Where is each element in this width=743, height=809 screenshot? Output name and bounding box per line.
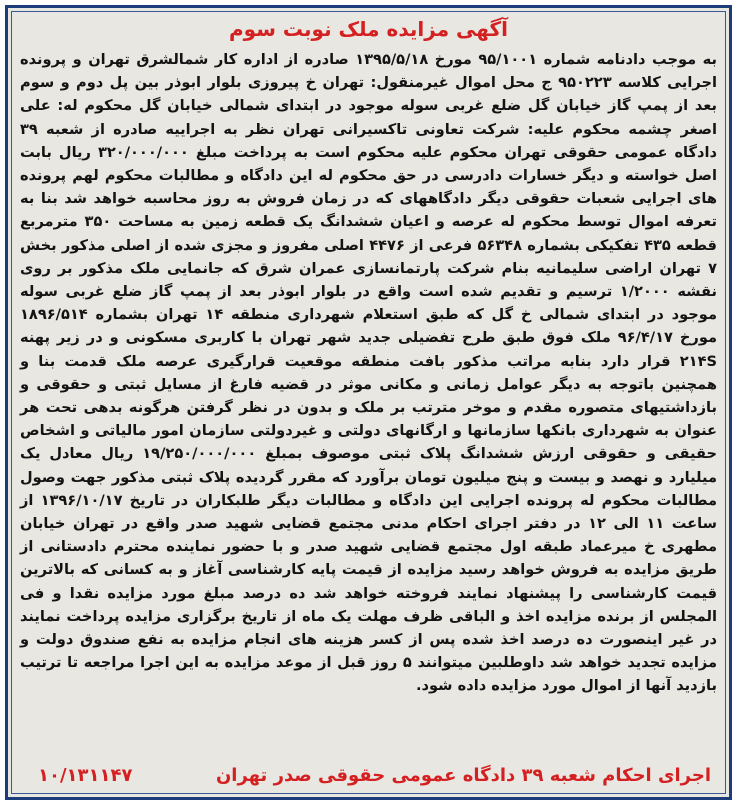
legal-notice-card bbox=[5, 5, 732, 800]
notice-title: آگهی مزایده ملک نوبت سوم bbox=[229, 17, 508, 41]
reference-number: ۱۰/۱۳۱۱۴۷ bbox=[38, 765, 133, 786]
issuer-signature: اجرای احکام شعبه ۳۹ دادگاه عمومی حقوقی صدر تهران bbox=[215, 765, 711, 786]
notice-footer bbox=[20, 763, 711, 789]
notice-body: به موجب دادنامه شماره ۹۵/۱۰۰۱ مورخ ۱۳۹۵/۵/۱۸ صادره از اداره کار شمالشرق تهران و پرونده اجرایی کلاسه ۹۵۰۲۲۳ ج محل اموال غیرمنقول: تهران خ پیروزی بلوار ابوذر بین پل دوم و سوم بعد از پمپ گاز خیابان گل ضلع غربی سوله موجود در ابتدای شمالی خیابان گل محکوم له: علی اصغر چشمه محکوم علیه: شرکت تعاونی تاکسیرانی تهران نظر به اجراییه صادره از شعبه ۳۹ دادگاه عمومی حقوقی تهران محکوم علیه محکوم است به پرداخت مبلغ ۳۲۰/۰۰۰/۰۰۰ ریال بابت اصل خواسته و دیگر خسارات دادرسی در حق محکوم له این دادگاه و مطالبات محکوم لهم پرونده های اجرایی شعبات حقوقی دیگر دادگاههای که در زمان فروش به روز محاسبه خواهد شد بنا به تعرفه اموال توسط محکوم له عرصه و اعیان ششدانگ یک قطعه زمین به مساحت ۳۵۰ مترمربع قطعه ۴۳۵ تفکیکی بشماره ۵۶۳۴۸ فرعی از ۴۴۷۶ اصلی مفروز و مجزی شده از اصلی مذکور بخش ۷ تهران اراضی سلیمانیه بنام شرکت پارتمانسازی عمران شرق که جانمایی ملک مذکور بر روی نقشه ۱/۲۰۰۰ ترسیم و تقدیم شده است واقع در بلوار ابوذر بعد از پمپ گاز ضلع غربی سوله موجود در ابتدای شمالی خ گل که طبق استعلام شهرداری منطقه ۱۴ تهران بشماره ۱۸۹۶/۵۱۴ مورخ ۹۶/۴/۱۷ ملک فوق طبق طرح تفضیلی جدید شهر تهران با کاربری مسکونی و در زیر پهنه ۲۱۴S قرار دارد بنابه مراتب مذکور بافت منطقه موقعیت قرارگیری عرصه ملک قدمت بنا و همچنین باتوجه به دیگر عوامل زمانی و مکانی موثر در قضیه فارغ از مسایل ثبتی و حقوقی و بازداشتیهای متصوره مقدم و موخر مترتب بر ملک و بدون در نظر گرفتن هرگونه بدهی تحت هر عنوان به شهرداری بانکها سازمانها و ارگانهای دولتی و غیردولتی سازمان امور مالیاتی و اشخاص حقیقی و حقوقی ارزش ششدانگ پلاک ثبتی موصوف بمبلغ ۱۹/۲۵۰/۰۰۰/۰۰۰ ریال معادل یک میلیارد و نهصد و بیست و پنج میلیون تومان برآورد که مقرر گردیده پلاک ثبتی مذکور جهت وصول مطالبات محکوم له پرونده اجرایی این دادگاه و مطالبات دیگر طلبکاران در تاریخ ۱۳۹۶/۱۰/۱۷ از ساعت ۱۱ الی ۱۲ در دفتر اجرای احکام مدنی مجتمع قضایی شهید صدر واقع در تهران خیابان مطهری خ میرعماد طبقه اول مجتمع قضایی شهید صدر و با حضور نماینده محترم دادستانی از طریق مزایده به فروش خواهد رسید مزایده از قیمت پایه کارشناسی آغاز و به کسانی که بالاترین قیمت کارشناسی را پیشنهاد نمایند فروخته خواهد شد ده درصد مبلغ مورد مزایده نقدا و فی المجلس از برنده مزایده اخذ و الباقی ظرف مهلت یک ماه از تاریخ برگزاری مزایده پرداخت نمایند در غیر اینصورت ده درصد اخذ شده پس از کسر هزینه های انجام مزایده به نفع صندوق دولت و مزایده تجدید خواهد شد داوطلبین میتوانند ۵ روز قبل از موعد مزایده به این اجرا مراجعه تا ترتیب بازدید آنها از اموال مورد مزایده داده شود. bbox=[20, 51, 718, 695]
